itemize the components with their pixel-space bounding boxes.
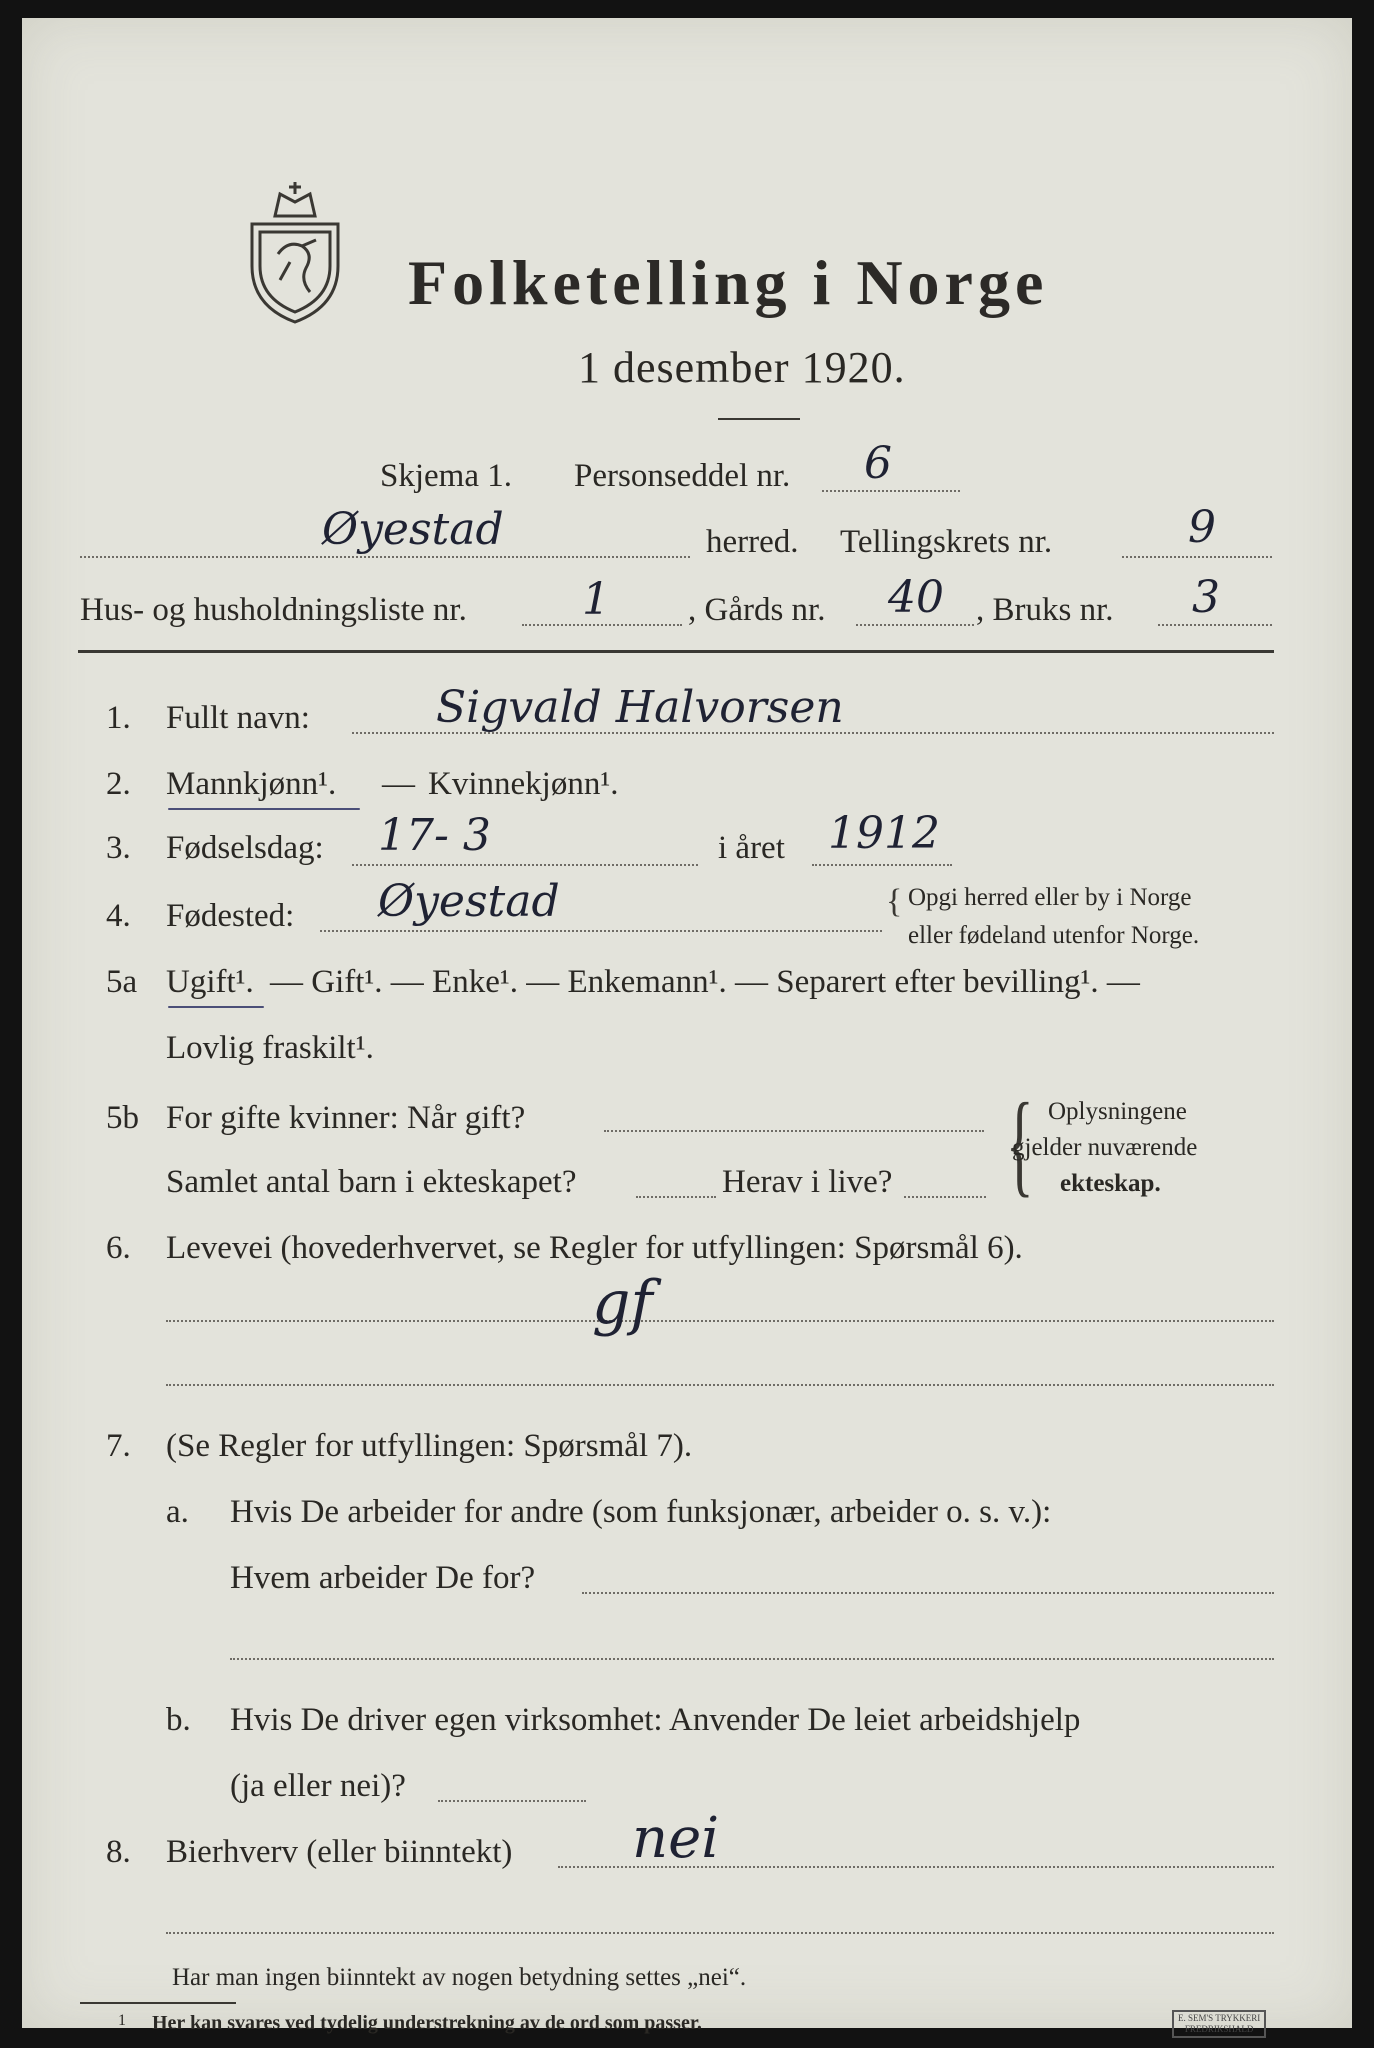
husliste-value: 1: [582, 574, 610, 625]
marriage-note-3: ekteskap.: [1060, 1170, 1161, 1197]
census-form-page: Folketelling i Norge 1 desember 1920. Skjema 1. Personseddel nr. 6 Øyestad herred. Tellingskrets nr. 9 Hus- og husholdningsliste nr. 1 , Gårds nr. 40 , Bruks nr. 3 1. Fullt navn: Sigvald Halvorsen 2. Mannkjønn¹. — Kvinnekjønn¹. 3. Fødselsdag: 17- 3 i året 1912 4. Fødested: Øyestad { Opgi herred eller by i Norge eller fødeland utenfor Norge. 5a Ugift¹. — Gift¹. — Enke¹. — Enkemann¹. — Separert efter bevilling¹. — Lovlig fraskilt¹. 5b For gifte kvinner: Når gift? Samlet antal barn i ekteskapet? Herav i live? { Oplysningene gjelder nuværende ekteskap. 6. Levevei (hovederhvervet, se Regler for utfyllingen: Spørsmål 6). gf 7. (Se Regler for utfyllingen: Spørsmål 7). a. Hvis De arbeider for andre (som funksjonær, arbeider o. s. v.): Hvem arbeider De for? b. Hvis De driver egen virksomhet: Anvender De leiet arbeidshjelp (ja eller nei)? 8. Bierhverv (eller biinntekt) nei Har man ingen biinntekt av nogen betydning settes „nei“. 1 Her kan svares ved tydelig understrekning av de ord som passer. E. SEM'S TRYKKERI FREDRIKSHALD: [22, 18, 1352, 2028]
tellingskrets-label: Tellingskrets nr.: [840, 524, 1053, 560]
marriage-note-1: Oplysningene: [1048, 1098, 1187, 1125]
male-option: Mannkjønn¹.: [166, 766, 337, 802]
q5b-children: Samlet antal barn i ekteskapet?: [166, 1164, 577, 1200]
coat-of-arms-icon: [240, 176, 350, 326]
herred-label: herred.: [706, 524, 799, 560]
q5b-alive: Herav i live?: [722, 1164, 893, 1200]
husliste-label: Hus- og husholdningsliste nr.: [80, 592, 467, 628]
year-label: i året: [718, 830, 785, 866]
q2-number: 2.: [106, 766, 131, 802]
personseddel-label: Personseddel nr.: [574, 458, 791, 494]
q7b-letter: b.: [166, 1702, 191, 1738]
q7a-line1: Hvis De arbeider for andre (som funksjonær, arbeider o. s. v.):: [230, 1494, 1052, 1530]
q7b-line2: (ja eller nei)?: [230, 1768, 406, 1804]
bruks-label: , Bruks nr.: [976, 592, 1114, 628]
q1-number: 1.: [106, 700, 131, 736]
ugift-option: Ugift¹.: [166, 964, 254, 1000]
lovlig-fraskilt-option: Lovlig fraskilt¹.: [166, 1030, 374, 1066]
footnote-text: Her kan svares ved tydelig understrekning av de ord som passer.: [152, 2012, 702, 2034]
birthyear-value: 1912: [828, 808, 940, 859]
marital-options: — Gift¹. — Enke¹. — Enkemann¹. — Separert efter bevilling¹. —: [270, 964, 1140, 1000]
q4-number: 4.: [106, 898, 131, 934]
tellingskrets-value: 9: [1188, 502, 1216, 553]
gards-label: , Gårds nr.: [688, 592, 826, 628]
form-title: Folketelling i Norge: [408, 247, 1049, 318]
printer-stamp: E. SEM'S TRYKKERI FREDRIKSHALD: [1172, 2010, 1266, 2038]
q7a-letter: a.: [166, 1494, 189, 1530]
q5a-number: 5a: [106, 964, 138, 1000]
q1-label: Fullt navn:: [166, 700, 310, 736]
q8-number: 8.: [106, 1834, 131, 1870]
marriage-note-2: gjelder nuværende: [1012, 1134, 1198, 1161]
personseddel-value: 6: [864, 438, 892, 489]
full-name-value: Sigvald Halvorsen: [436, 682, 844, 733]
q3-label: Fødselsdag:: [166, 830, 324, 866]
herred-value: Øyestad: [322, 504, 504, 555]
q2-separator: —: [382, 766, 415, 802]
skjema-label: Skjema 1.: [380, 458, 512, 494]
q5b-number: 5b: [106, 1100, 139, 1136]
census-date: 1 desember 1920.: [578, 343, 906, 392]
q7-number: 7.: [106, 1428, 131, 1464]
occupation-value: gf: [592, 1268, 653, 1338]
q7b-line1: Hvis De driver egen virksomhet: Anvender De leiet arbeidshjelp: [230, 1702, 1081, 1738]
footnote-number: 1: [118, 2012, 126, 2029]
bruks-value: 3: [1192, 572, 1220, 623]
q3-number: 3.: [106, 830, 131, 866]
birthdate-value: 17- 3: [378, 810, 491, 861]
gards-value: 40: [888, 572, 944, 623]
q5b-line1: For gifte kvinner: Når gift?: [166, 1100, 526, 1136]
q8-label: Bierhverv (eller biinntekt): [166, 1834, 513, 1870]
female-option: Kvinnekjønn¹.: [428, 766, 619, 802]
birthplace-note-1: Opgi herred eller by i Norge: [908, 884, 1192, 911]
q6-number: 6.: [106, 1230, 131, 1266]
side-income-value: nei: [632, 1806, 720, 1871]
q6-label: Levevei (hovederhvervet, se Regler for utfyllingen: Spørsmål 6).: [166, 1230, 1023, 1266]
biinntekt-note: Har man ingen biinntekt av nogen betydning settes „nei“.: [172, 1964, 747, 1991]
birthplace-value: Øyestad: [378, 876, 560, 927]
q4-label: Fødested:: [166, 898, 295, 934]
birthplace-note-2: eller fødeland utenfor Norge.: [908, 922, 1200, 949]
q7a-line2: Hvem arbeider De for?: [230, 1560, 536, 1596]
q7-label: (Se Regler for utfyllingen: Spørsmål 7).: [166, 1428, 693, 1464]
